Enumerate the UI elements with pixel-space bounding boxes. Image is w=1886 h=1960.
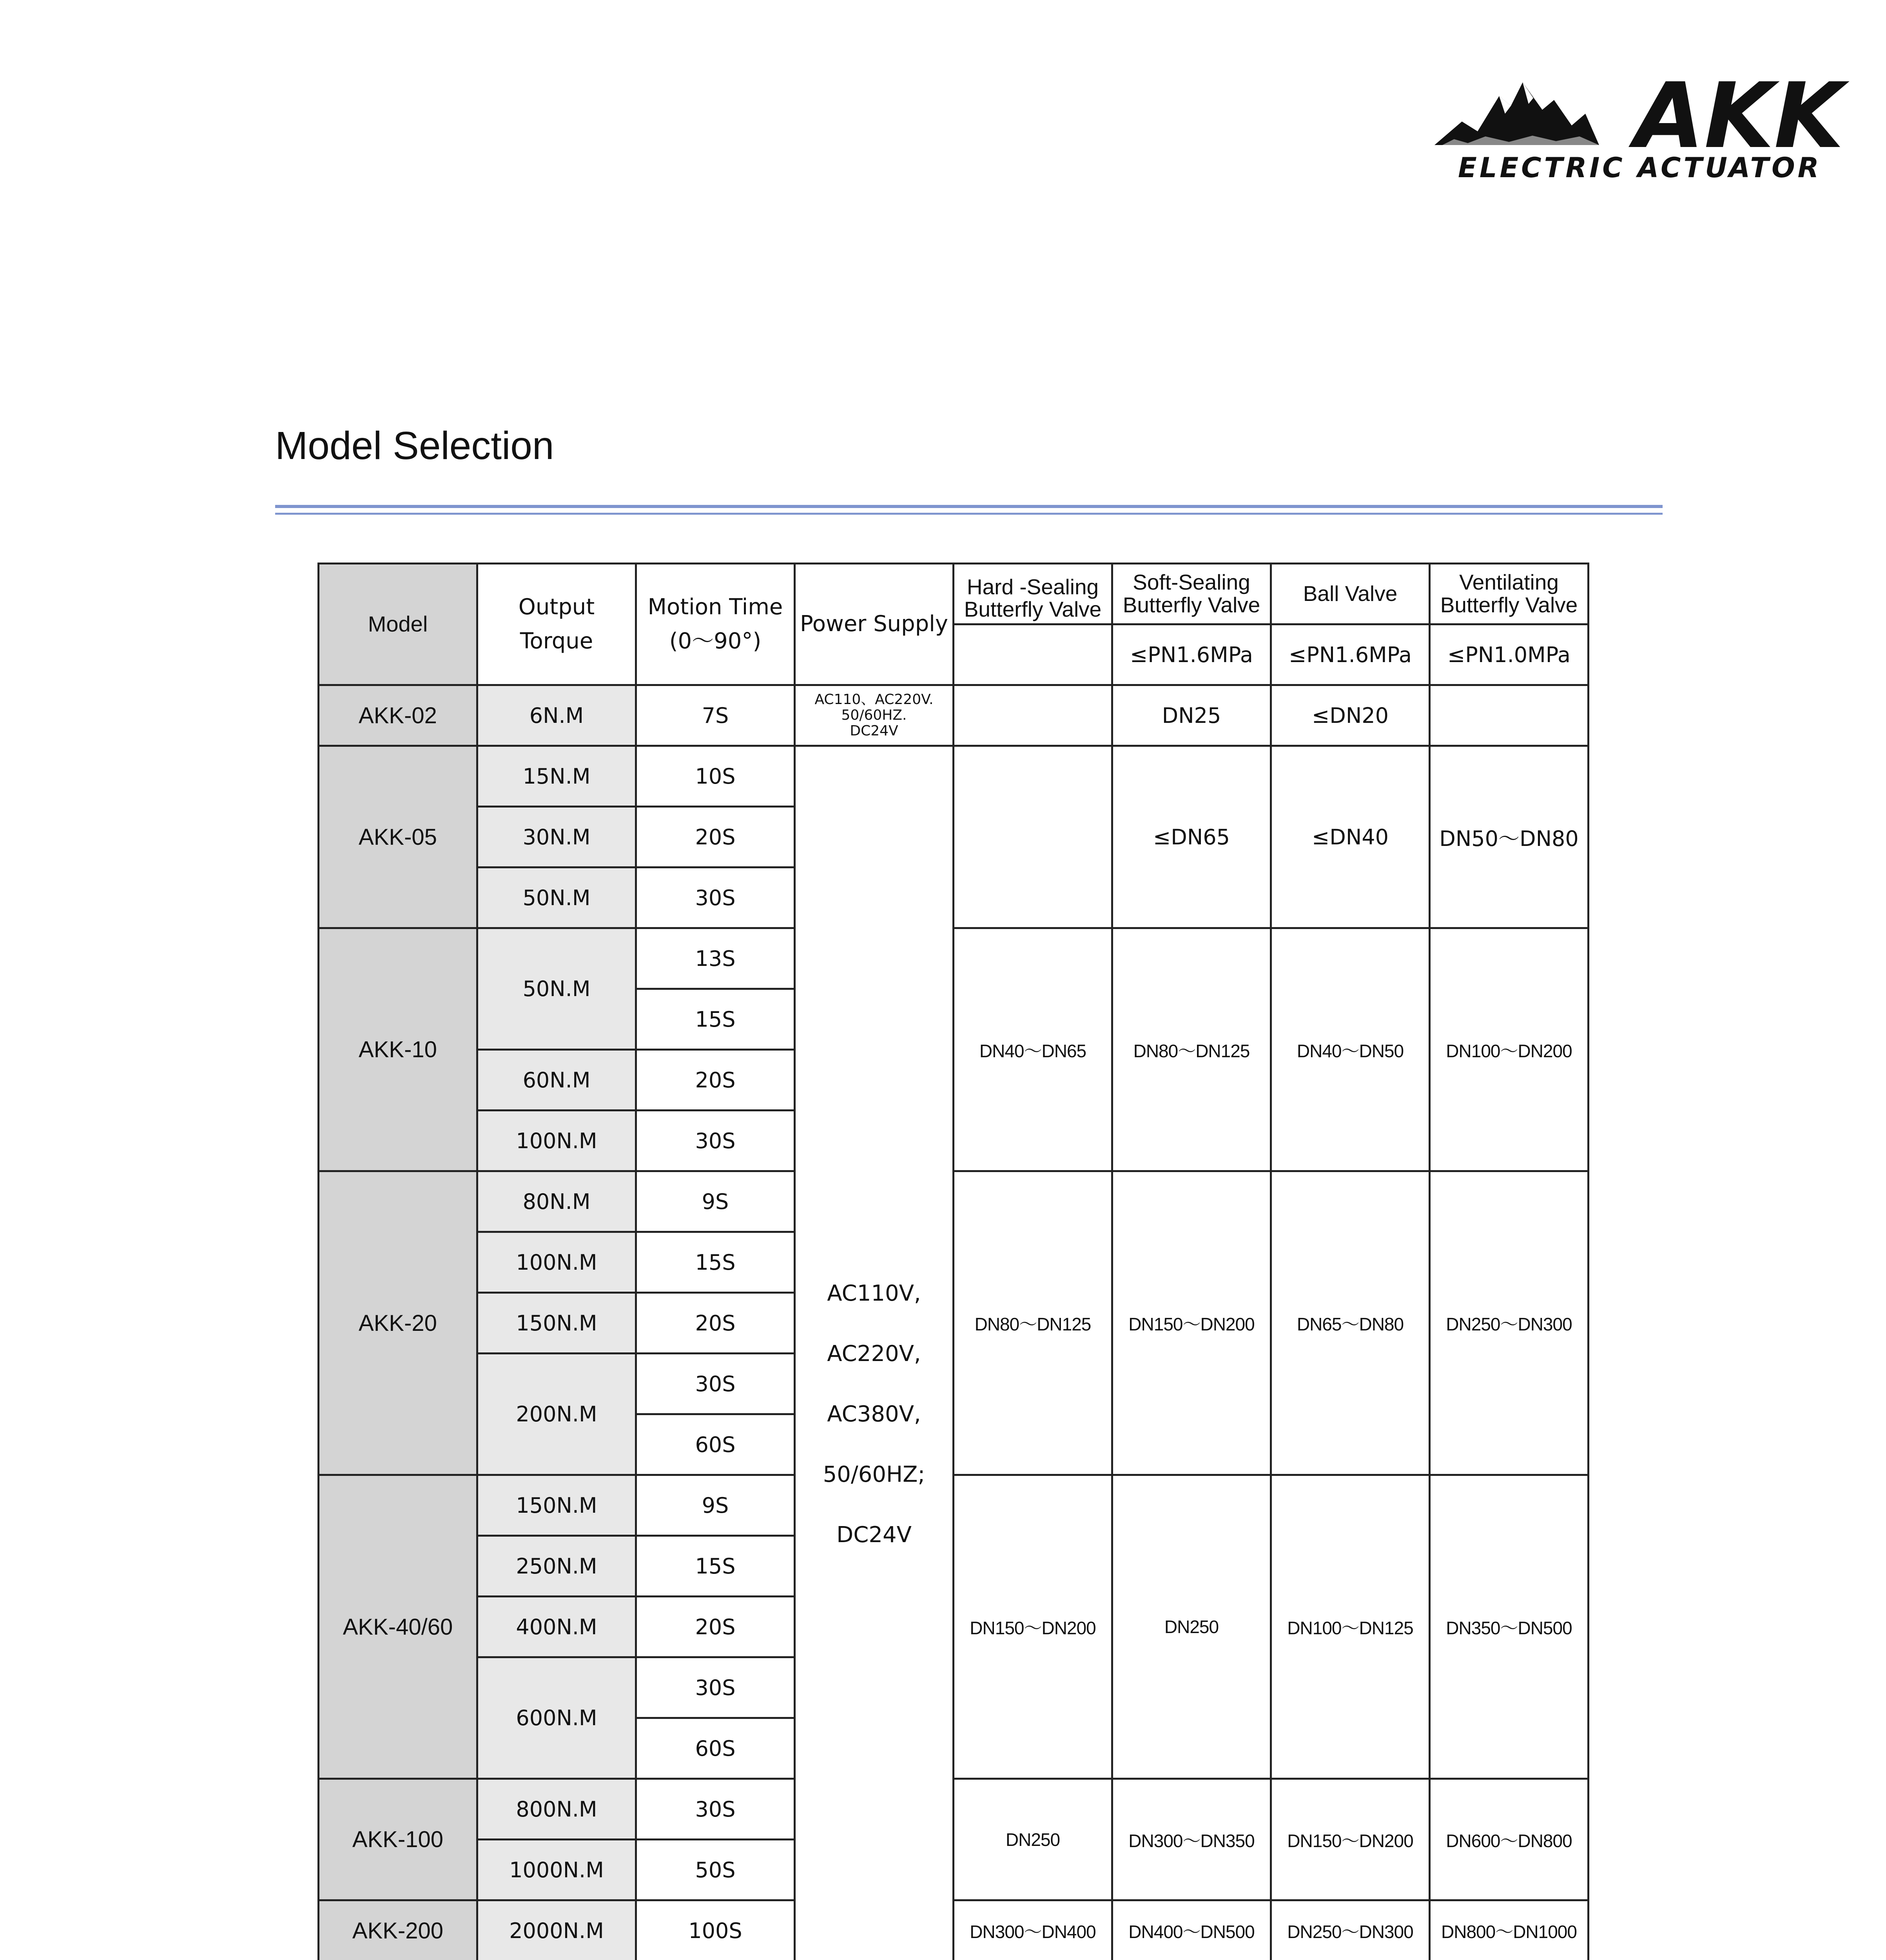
time-cell: 7S: [636, 685, 795, 746]
soft-sealing-cell: DN150～DN200: [1112, 1171, 1271, 1475]
header-power-supply: Power Supply: [795, 564, 954, 685]
model-cell: AKK-200: [319, 1900, 477, 1960]
time-cell: 20S: [636, 1597, 795, 1657]
hard-sealing-pressure-cell: [954, 624, 1112, 685]
soft-sealing-cell: DN25: [1112, 685, 1271, 746]
torque-cell: 30N.M: [477, 807, 636, 867]
hard-sealing-cell: DN300～DN400: [954, 1900, 1112, 1960]
hard-sealing-cell: DN80～DN125: [954, 1171, 1112, 1475]
torque-cell: 100N.M: [477, 1232, 636, 1293]
time-cell: 50S: [636, 1840, 795, 1900]
header-motion-time: Motion Time (0～90°): [636, 564, 795, 685]
torque-cell: 6N.M: [477, 685, 636, 746]
ventilating-cell: DN800～DN1000: [1430, 1900, 1589, 1960]
title-divider: [275, 505, 1663, 508]
time-cell: 60S: [636, 1414, 795, 1475]
torque-cell: 60N.M: [477, 1050, 636, 1111]
time-cell: 10S: [636, 746, 795, 807]
ball-valve-cell: DN250～DN300: [1271, 1900, 1430, 1960]
time-cell: 9S: [636, 1171, 795, 1232]
soft-sealing-cell: DN400～DN500: [1112, 1900, 1271, 1960]
hard-sealing-cell: DN150～DN200: [954, 1475, 1112, 1779]
hard-sealing-cell: DN250: [954, 1779, 1112, 1900]
time-cell: 15S: [636, 1232, 795, 1293]
header-output-torque: Output Torque: [477, 564, 636, 685]
header-model: Model: [319, 564, 477, 685]
hard-sealing-cell: DN40～DN65: [954, 928, 1112, 1171]
ventilating-cell: DN50～DN80: [1430, 746, 1589, 928]
ball-valve-cell: ≤DN20: [1271, 685, 1430, 746]
svg-text:ELECTRIC ACTUATOR: ELECTRIC ACTUATOR: [1458, 152, 1822, 184]
title-divider-thin: [275, 513, 1663, 515]
soft-sealing-cell: DN80～DN125: [1112, 928, 1271, 1171]
time-cell: 15S: [636, 989, 795, 1050]
soft-sealing-pressure: ≤PN1.6MPa: [1112, 624, 1271, 685]
model-cell: AKK-10: [319, 928, 477, 1171]
ventilating-cell: DN100～DN200: [1430, 928, 1589, 1171]
table-row: [319, 928, 1589, 989]
ventilating-cell: DN600～DN800: [1430, 1779, 1589, 1900]
svg-text:AKK: AKK: [1634, 67, 1844, 169]
time-cell: 60S: [636, 1718, 795, 1779]
model-cell: AKK-40/60: [319, 1475, 477, 1779]
ball-valve-cell: DN100～DN125: [1271, 1475, 1430, 1779]
time-cell: 20S: [636, 807, 795, 867]
ventilating-cell: DN250～DN300: [1430, 1171, 1589, 1475]
time-cell: 20S: [636, 1293, 795, 1354]
hard-sealing-cell: [954, 746, 1112, 928]
ventilating-pressure: ≤PN1.0MPa: [1430, 624, 1589, 685]
soft-sealing-cell: DN250: [1112, 1475, 1271, 1779]
table-row: [319, 685, 1589, 746]
ball-valve-pressure: ≤PN1.6MPa: [1271, 624, 1430, 685]
torque-cell: 1000N.M: [477, 1840, 636, 1900]
time-cell: 13S: [636, 928, 795, 989]
header-ventilating-butterfly-valve: Ventilating Butterfly Valve: [1430, 564, 1589, 624]
model-cell: AKK-05: [319, 746, 477, 928]
torque-cell: 15N.M: [477, 746, 636, 807]
time-cell: 30S: [636, 1354, 795, 1414]
ventilating-cell: DN350～DN500: [1430, 1475, 1589, 1779]
power-supply-small: AC110、AC220V. 50/60HZ. DC24V: [795, 685, 954, 746]
torque-cell: 50N.M: [477, 867, 636, 928]
torque-cell: 150N.M: [477, 1475, 636, 1536]
power-supply-cell: AC110V, AC220V, AC380V, 50/60HZ; DC24V: [795, 746, 954, 1960]
ball-valve-cell: DN40～DN50: [1271, 928, 1430, 1171]
torque-cell: 400N.M: [477, 1597, 636, 1657]
header-ball-valve: Ball Valve: [1271, 564, 1430, 624]
table-row: [319, 1171, 1589, 1232]
time-cell: 15S: [636, 1536, 795, 1597]
time-cell: 30S: [636, 1657, 795, 1718]
soft-sealing-cell: DN300～DN350: [1112, 1779, 1271, 1900]
header-row: [319, 564, 1589, 624]
torque-cell: 100N.M: [477, 1111, 636, 1171]
time-cell: 9S: [636, 1475, 795, 1536]
time-cell: 30S: [636, 867, 795, 928]
table-row: [319, 1475, 1589, 1536]
time-cell: 100S: [636, 1900, 795, 1960]
model-selection-table: [317, 563, 1589, 1960]
torque-cell: 600N.M: [477, 1657, 636, 1779]
model-cell: AKK-100: [319, 1779, 477, 1900]
time-cell: 20S: [636, 1050, 795, 1111]
header-hard-sealing-butterfly-valve: Hard -Sealing Butterfly Valve: [954, 564, 1112, 624]
torque-cell: 80N.M: [477, 1171, 636, 1232]
table-row: [319, 1900, 1589, 1960]
model-cell: AKK-20: [319, 1171, 477, 1475]
ball-valve-cell: DN150～DN200: [1271, 1779, 1430, 1900]
page-title: Model Selection: [275, 424, 554, 468]
time-cell: 30S: [636, 1779, 795, 1840]
torque-cell: 50N.M: [477, 928, 636, 1050]
header-soft-sealing-butterfly-valve: Soft-Sealing Butterfly Valve: [1112, 564, 1271, 624]
mountain-logo-icon: [1431, 67, 1850, 184]
hard-sealing-cell: [954, 685, 1112, 746]
table-row: [319, 1779, 1589, 1840]
ball-valve-cell: ≤DN40: [1271, 746, 1430, 928]
akk-logo: [1431, 67, 1850, 184]
soft-sealing-cell: ≤DN65: [1112, 746, 1271, 928]
torque-cell: 800N.M: [477, 1779, 636, 1840]
model-cell: AKK-02: [319, 685, 477, 746]
torque-cell: 150N.M: [477, 1293, 636, 1354]
torque-cell: 200N.M: [477, 1354, 636, 1475]
ball-valve-cell: DN65～DN80: [1271, 1171, 1430, 1475]
table-row: [319, 746, 1589, 807]
ventilating-cell: [1430, 685, 1589, 746]
torque-cell: 250N.M: [477, 1536, 636, 1597]
time-cell: 30S: [636, 1111, 795, 1171]
torque-cell: 2000N.M: [477, 1900, 636, 1960]
